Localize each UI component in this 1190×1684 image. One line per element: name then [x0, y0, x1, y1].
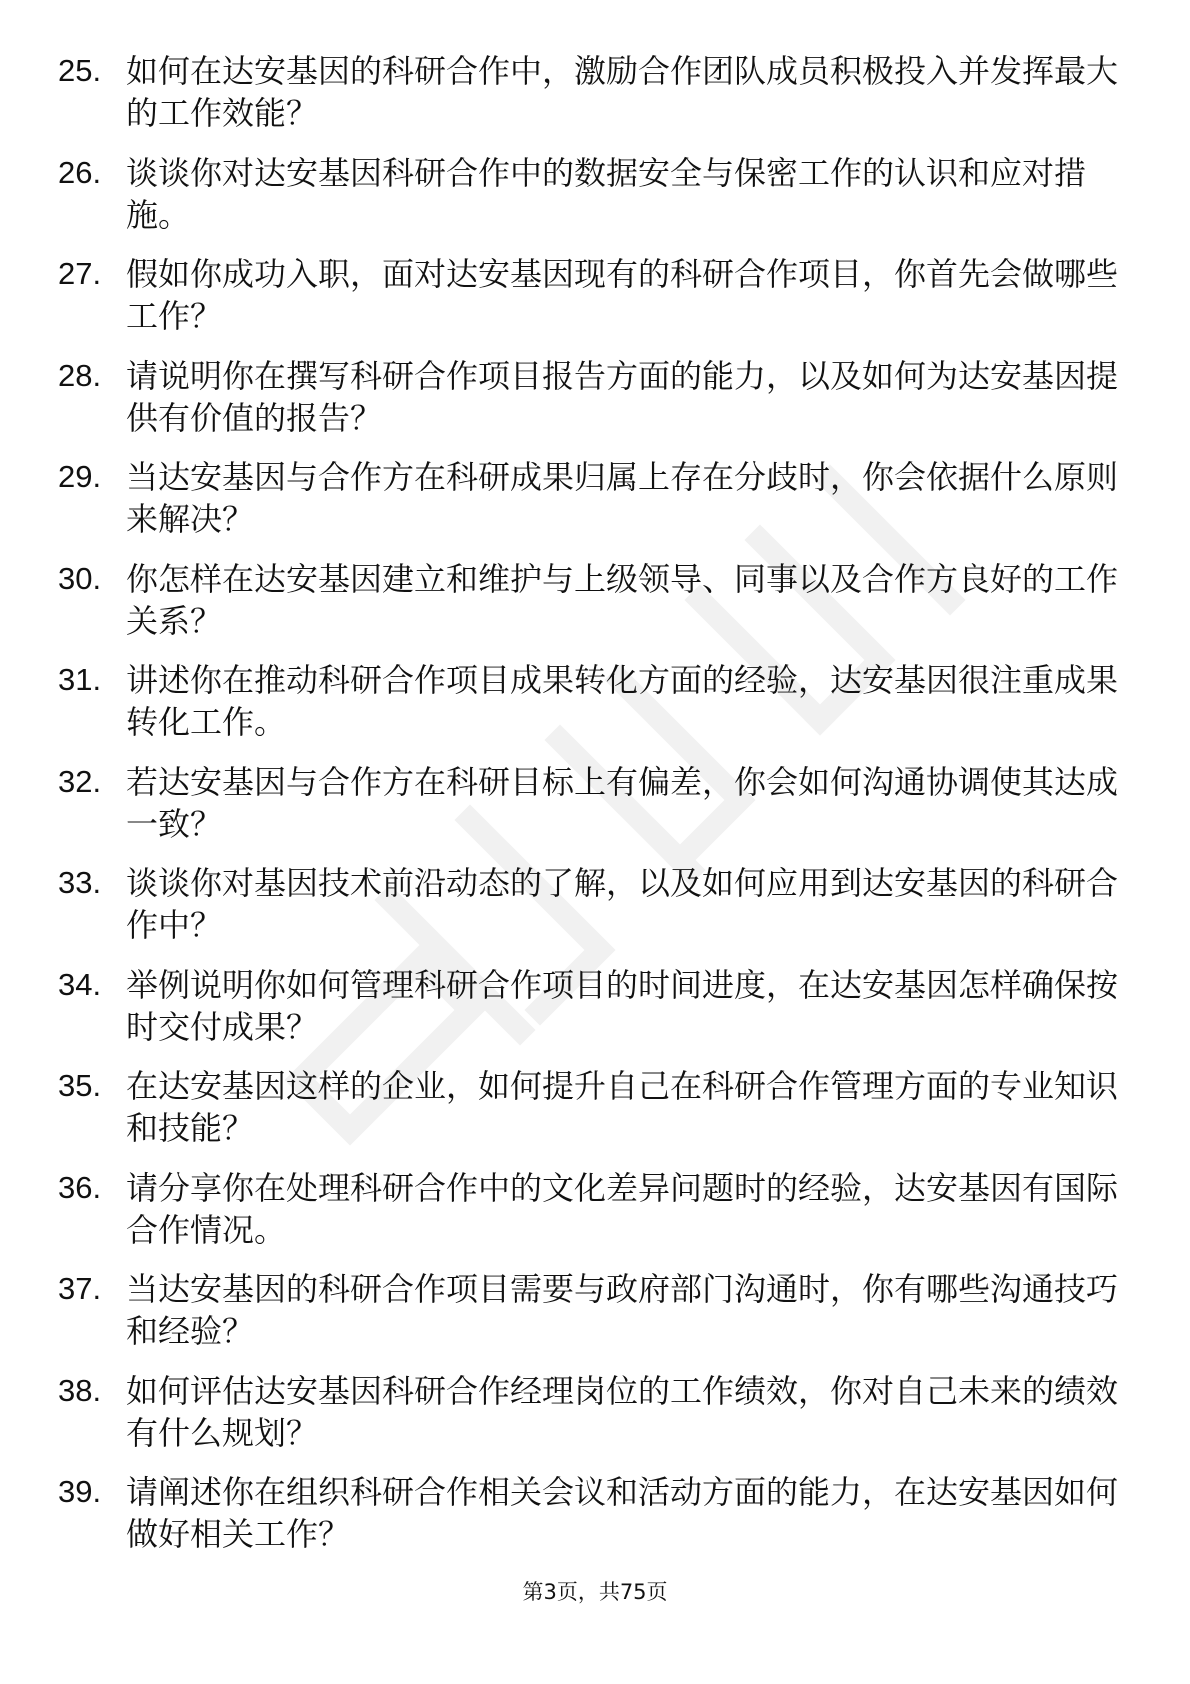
question-text: 当达安基因与合作方在科研成果归属上存在分歧时，你会依据什么原则来解决？ [126, 458, 1119, 538]
list-item [0, 862, 1190, 964]
list-item [0, 152, 1190, 254]
question-text: 谈谈你对基因技术前沿动态的了解，以及如何应用到达安基因的科研合作中？ [126, 864, 1119, 944]
question-number: 32. [58, 763, 102, 799]
question-number: 35. [58, 1068, 102, 1103]
question-list [0, 50, 1190, 1573]
question-text: 举例说明你如何管理科研合作项目的时间进度，在达安基因怎样确保按时交付成果？ [126, 965, 1119, 1046]
question-text: 讲述你在推动科研合作项目成果转化方面的经验，达安基因很注重成果转化工作。 [126, 661, 1119, 741]
list-item [0, 456, 1190, 558]
list-item [0, 659, 1190, 761]
question-number: 25. [58, 53, 102, 88]
question-text: 如何在达安基因的科研合作中，激励合作团队成员积极投入并发挥最大的工作效能？ [126, 52, 1119, 132]
list-item [0, 1370, 1190, 1472]
list-item [0, 558, 1190, 660]
page-footer [0, 1578, 1190, 1606]
list-item [0, 50, 1190, 152]
page-number-label: 第3页，共75页 [522, 1580, 668, 1604]
question-text: 请说明你在撰写科研合作项目报告方面的能力，以及如何为达安基因提供有价值的报告？ [126, 356, 1119, 437]
list-item [0, 1167, 1190, 1269]
list-item [0, 1065, 1190, 1167]
question-number: 33. [58, 865, 102, 900]
question-number: 34. [58, 966, 102, 1002]
question-number: 27. [58, 256, 102, 291]
list-item [0, 1268, 1190, 1370]
question-number: 36. [58, 1169, 102, 1205]
question-text: 如何评估达安基因科研合作经理岗位的工作绩效，你对自己未来的绩效有什么规划？ [126, 1371, 1119, 1452]
question-number: 30. [58, 560, 102, 596]
question-number: 26. [58, 154, 102, 190]
question-number: 37. [58, 1271, 102, 1306]
question-text: 请阐述你在组织科研合作相关会议和活动方面的能力，在达安基因如何做好相关工作？ [126, 1473, 1119, 1553]
question-number: 29. [58, 459, 102, 494]
question-number: 38. [58, 1372, 102, 1408]
question-text: 假如你成功入职，面对达安基因现有的科研合作项目，你首先会做哪些工作？ [126, 255, 1119, 335]
list-item [0, 964, 1190, 1066]
list-item [0, 355, 1190, 457]
list-item [0, 761, 1190, 863]
question-text: 请分享你在处理科研合作中的文化差异问题时的经验，达安基因有国际合作情况。 [126, 1168, 1119, 1249]
list-item [0, 253, 1190, 355]
list-item [0, 1471, 1190, 1573]
question-text: 在达安基因这样的企业，如何提升自己在科研合作管理方面的专业知识和技能？ [126, 1067, 1119, 1147]
question-number: 39. [58, 1474, 102, 1509]
question-text: 当达安基因的科研合作项目需要与政府部门沟通时，你有哪些沟通技巧和经验？ [126, 1270, 1119, 1350]
question-text: 若达安基因与合作方在科研目标上有偏差，你会如何沟通协调使其达成一致？ [126, 762, 1119, 843]
question-text: 谈谈你对达安基因科研合作中的数据安全与保密工作的认识和应对措施。 [126, 153, 1087, 234]
question-number: 31. [58, 662, 102, 697]
question-text: 你怎样在达安基因建立和维护与上级领导、同事以及合作方良好的工作关系？ [126, 559, 1119, 640]
question-number: 28. [58, 357, 102, 393]
